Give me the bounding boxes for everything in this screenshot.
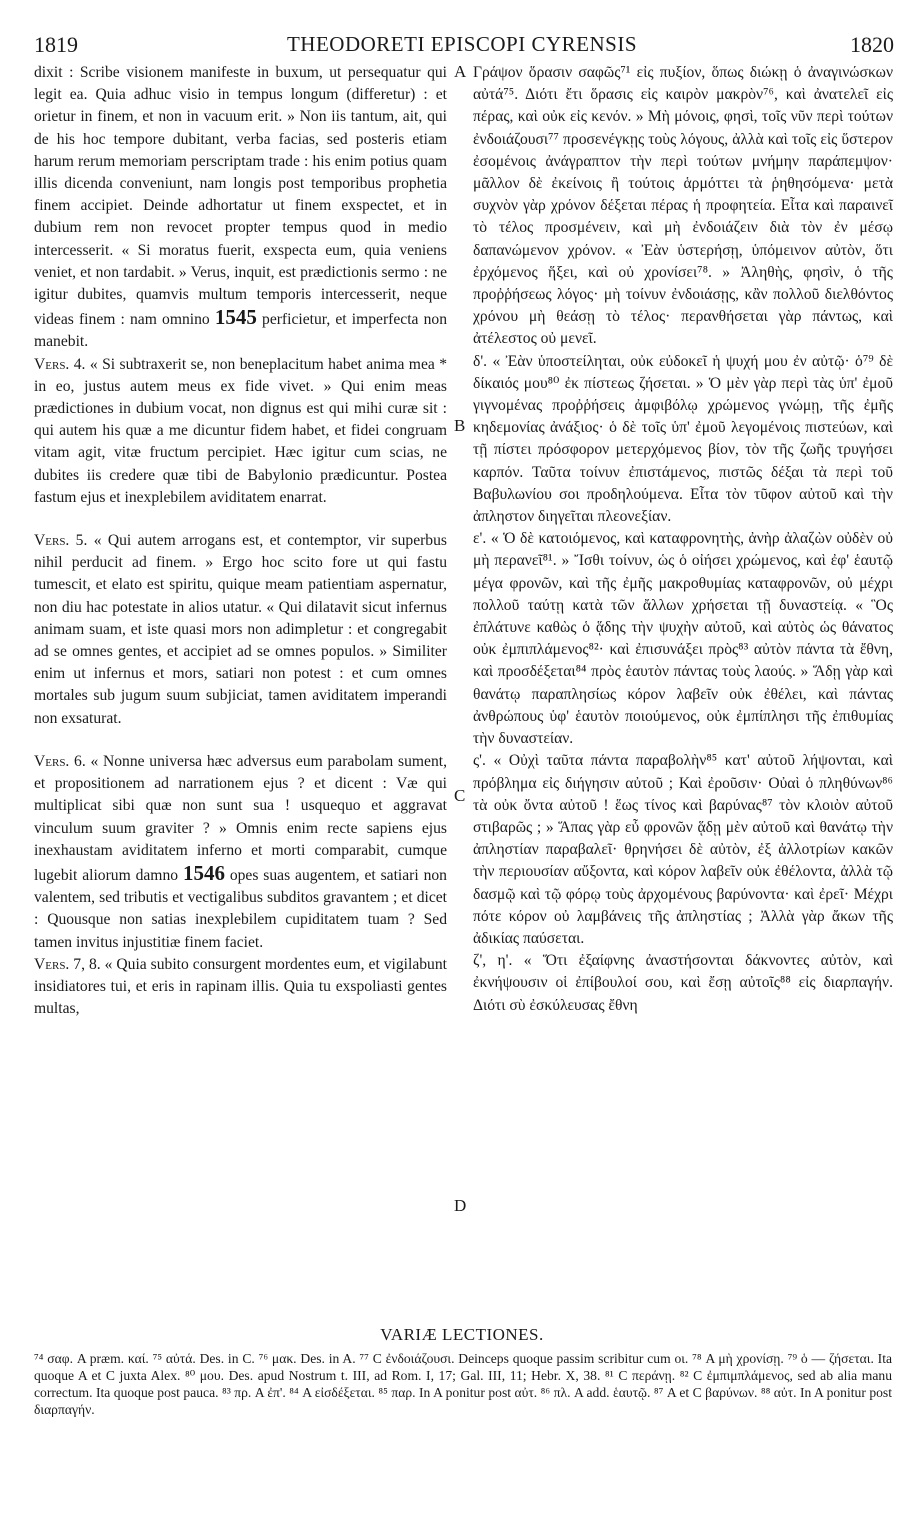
page-number-right: 1820 [850, 32, 894, 57]
margin-letter-d: D [454, 1196, 467, 1215]
verse-label: ζ', η'. [473, 952, 513, 970]
margin-letter-b: B [454, 416, 466, 435]
latin-paragraph [34, 354, 447, 509]
variae-lectiones-heading: VARIÆ LECTIONES. [380, 1325, 544, 1344]
verse-label: Vers. 6. [34, 752, 86, 770]
latin-paragraph [34, 62, 447, 354]
latin-text: dixit : Scribe visionem manifeste in buxum, ut persequatur qui legit ea. Quia adhuc visio in tempus longum (differetur) : et orietur in finem, et non in vacuum erit. » Non iis tantum, ait, qui de his hoc tempore dubitant, verba facias, sed posteris etiam harum rerum memoriam perscriptam trade : his enim potius quam illis dicenda conveniunt, nam longis post temporibus prophetia finem accipiet. Deinde adhortatur ut finem exspectet, et in dubium rem non revocet propter tempus quod in medio intercesserit. « Si moratus fuerit, exspecta eum, quia veniens veniet, et non tardabit. » Verus, inquit, est prædictionis sermo : ne igitur dubites, quamvis multum temporis intercesserit, neque videas finem : nam omnino [34, 64, 447, 329]
latin-paragraph [34, 954, 447, 1021]
greek-text: Γράψον ὅρασιν σαφῶς⁷¹ εἰς πυξίον, ὅπως διώκῃ ὁ ἀναγινώσκων αὐτά⁷⁵. Διότι ἔτι ὅρασις εἰς καιρὸν μακρὸν⁷⁶, καὶ ἀνατελεῖ εἰς πέρας, καὶ οὐκ εἰς κενόν. » Μὴ μόνοις, φησὶ, τοῖς νῦν περὶ τούτων ἐνδοιάζουσι⁷⁷ προσενέγκῃς τοὺς λόγους, ἀλλὰ καὶ τοῖς εἰς ὕστερον ἐσομένοις ἀνάγραπτον τὴν περὶ τούτων μνήμην παράπεμψον· μᾶλλον δὲ ἐκείνοις ἢ τούτοις ἁρμόττει τὰ ῥηθησόμενα· μετὰ συχνὸν γὰρ χρόνον δέξεται πέρας ἡ προφητεία. Εἶτα καὶ παραινεῖ τὸ τέλος προσμένειν, καὶ μὴ ἐνδοιάζειν διὰ τὸν ἐν μέσῳ δαπανώμενον χρόνον. « Ἐὰν ὑστερήσῃ, ὑπόμεινον αὐτὸν, ὅτι ἐρχόμενος ἥξει, καὶ οὐ χρονίσει⁷⁸. » Ἀληθὴς, φησὶν, ὁ τῆς προῤῥήσεως λόγος· μὴ τοίνυν ἐνδοιάσῃς, κἂν πολλοῦ διελθόντος χρόνου μὴ θεάσῃ τὸ τέλος· περανθήσεται γὰρ πάντως, καὶ ἀτέλεστος οὐ μενεῖ. [473, 64, 893, 348]
greek-text: « Ὅτι ἐξαίφνης ἀναστήσονται δάκνοντες αὐτὸν, καὶ ἐκνήψουσιν οἱ ἐπίβουλοί σου, καὶ ἔσῃ αὐτοῖς⁸⁸ εἰς διαρπαγήν. Διότι σὺ ἐσκύλευσας ἔθνη [473, 952, 894, 1014]
running-title: THEODORETI EPISCOPI CYRENSIS [286, 32, 638, 56]
greek-column [473, 62, 893, 1017]
greek-text: « Ἐὰν ὑποστείληται, οὐκ εὐδοκεῖ ἡ ψυχή μου ἐν αὐτῷ· ὁ⁷⁹ δὲ δίκαιός μου⁸⁰ ἐκ πίστεως ζήσεται. » Ὁ μὲν γὰρ περὶ τὰς ὑπ' ἐμοῦ γιγνομένας προῤῥήσεις ἀμφιβόλῳ χρώμενος γνώμῃ, τῆς ἐμῆς κηδεμονίας ἀνάξιος· ὁ δὲ τοῖς ὑπ' ἐμοῦ λεγομένοις πιστεύων, καὶ τῇ πίστει πρόσφορον μετερχόμενος βίον, τὸν τῆς ζωῆς τρυγήσει καρπόν. Ταῦτα τοίνυν ἐπιστάμενος, πιστῶς δέξαι τὰ περὶ τοῦ Βαβυλωνίου σοι προδηλούμενα. Εἶτα τὸν τῦφον αὐτοῦ καὶ τὴν ἀπληστον διηγεῖται πλεονεξίαν. [473, 352, 893, 526]
greek-paragraph [473, 750, 893, 950]
verse-label: Vers. 7, 8. [34, 955, 101, 973]
greek-paragraph [473, 62, 893, 351]
greek-text: « Οὐχὶ ταῦτα πάντα παραβολὴν⁸⁵ κατ' αὐτοῦ λήψονται, καὶ πρόβλημα εἰς διήγησιν αὐτοῦ ; Καὶ ἐροῦσιν· Οὐαὶ ὁ πληθύνων⁸⁶ τὰ οὐκ ὄντα αὐτοῦ ! ἕως τίνος καὶ βαρύνας⁸⁷ τὸν κλοιὸν αὐτοῦ στιβαρῶς ; » Ἅπας γὰρ εὖ φρονῶν ᾅδῃ μὲν αὐτοῦ καὶ θανάτῳ τὴν ἀπληστίαν παραβαλεῖ· θρηνήσει δὲ αὐτὸν, ἐξ ἀλλοτρίων κακῶν τὴν περιουσίαν αὔξοντα, καὶ κόρον λαβεῖν οὐκ ἐθέλοντα, ἀλλὰ τῷ δασμῷ καὶ τῷ φόρῳ τοὺς ἀρχομένους βαρύνοντα· καὶ ἐρεῖ· Μέχρι πότε κόρον οὐ λαμβάνεις τῆς ἀπληστίας ; Ἀλλὰ γὰρ ἄκων τῆς ἀδικίας παύσεται. [473, 752, 893, 947]
column-number: 1545 [214, 305, 257, 330]
verse-label: Vers. 5. [34, 532, 88, 550]
verse-label: Vers. 4. [34, 355, 86, 373]
latin-paragraph [34, 530, 447, 730]
verse-label: ς'. [473, 752, 486, 770]
latin-text: « Nonne universa hæc adversus eum parabolam sument, et propositionem ad narrationem ejus ? et dicent : Væ qui multiplicat sibi quæ non sunt sua ! usquequo et aggravat vinculum suum graviter ? » Omnis enim recte sapiens ejus inexhaustam aviditatem inferno et morti comparabit, cumque lugebit aliorum damno [34, 752, 447, 884]
margin-letter-c: C [454, 786, 466, 805]
latin-text: « Si subtraxerit se, non beneplacitum habet anima mea * in eo, justus autem meus ex fide vivet. » Qui enim meas prædictiones in dubium vocat, non dignus est qui mihi curæ sit : qui autem his quæ a me dicuntur fidem habet, et fidei congruam vitam agit, vitæ fructum percipiet. Hæc igitur cum scias, ne dubites iis credere quæ tibi de Babylonio prædicuntur. Postea fastum ejus et inexplebilem aviditatem enarrat. [34, 355, 447, 506]
margin-letter-a: A [454, 62, 467, 81]
latin-text: perficietur, et imperfecta non manebit. [34, 311, 448, 351]
verse-label: δ'. [473, 352, 488, 370]
latin-column [34, 62, 447, 1020]
latin-text: « Qui autem arrogans est, et contemptor, vir superbus nihil perducit ad finem. » Ergo hoc scito fore ut qui fastu tumescit, et elato est spiritu, quique meam patientiam aspernatur, non diu hac potestate in alios utatur. « Qui dilatavit sicut infernus animam suam, et iste quasi mors non adimpletur : et congregabit ad se omnes gentes, et accipiet ad se omnes populos. » Similiter enim ut infernus et mors, satiari non potest : et cum omnes mortales sub jugum suum subjiciat, tamen aviditatem imperandi non exsaturat. [34, 532, 447, 727]
latin-text: « Quia subito consurgent mordentes eum, et vigilabunt insidiatores tui, et eris in rapinam illis. Quia tu exspoliasti gentes multas, [34, 955, 447, 1018]
greek-text: « Ὁ δὲ κατοιόμενος, καὶ καταφρονητὴς, ἀνὴρ ἀλαζὼν οὐδὲν οὐ μὴ περανεῖ⁸¹. » Ἴσθι τοίνυν, ὡς ὁ οἰήσει χρώμενος, καὶ ἐφ' ἑαυτῷ μέγα φρονῶν, καὶ τῆς ἐμῆς μακροθυμίας καταφρονῶν, οὐ μέχρι πολλοῦ ταύτῃ κατὰ τῶν ἄλλων χρήσεται τῇ δυναστείᾳ. « Ὃς ἐπλάτυνε καθὼς ὁ ᾅδης τὴν ψυχὴν αὐτοῦ, καὶ αὐτὸς ὡς θάνατος οὐκ ἐμπιπλάμενος⁸²· καὶ ἐπισυνάξει πρὸς⁸³ αὐτὸν πάντα τὰ ἔθνη, καὶ προσδέξεται⁸⁴ πρὸς ἑαυτὸν πάντας τοὺς λαούς. » Ἅδῃ γὰρ καὶ θανάτῳ παραπλησίως κόρον λαβεῖν οὐκ ἐθέλει, καὶ πάντας ἀνθρώπους ὑφ' ἑαυτὸν ποιούμενος, οὐκ ἐμπίπλησι τῆς ἐπιθυμίας τὴν δυναστείαν. [473, 530, 893, 748]
page-number-left: 1819 [34, 32, 78, 57]
column-number: 1546 [182, 860, 225, 885]
greek-paragraph [473, 351, 893, 529]
latin-text: opes suas augentem, et satiari non valentem, sed tributis et vectigalibus subditos gravantem ; et dicet : Quousque non satias inexplebilem cupiditatem tuam ? Sed tamen invitus injustitiæ finem faciet. [34, 866, 447, 951]
variae-lectiones-notes: ⁷⁴ σαφ. A præm. καί. ⁷⁵ αὐτά. Des. in C. ⁷⁶ μακ. Des. in A. ⁷⁷ C ἐνδοιάζουσι. Deinceps quoque passim scribitur cum οι. ⁷⁸ A μὴ χρονίσῃ. ⁷⁹ ὁ — ζήσεται. Ita quoque A et C juxta Alex. ⁸⁰ μου. Des. apud Nostrum t. III, ad Rom. I, 17; Gal. III, 11; Hebr. X, 38. ⁸¹ C περάνῃ. ⁸² C ἐμπιμπλάμενος, sed ab alia manu correctum. Ita quoque post pauca. ⁸³ πρ. A ἐπ'. ⁸⁴ A εἰσδέξεται. ⁸⁵ παρ. In A ponitur post αὐτ. ⁸⁶ πλ. A add. ἑαυτῷ. ⁸⁷ A et C βαρύνων. ⁸⁸ αὐτ. In A ponitur post διαρπαγήν. [34, 1351, 892, 1417]
greek-paragraph [473, 528, 893, 750]
greek-paragraph [473, 950, 893, 1017]
verse-label: ε'. [473, 530, 487, 548]
latin-paragraph [34, 751, 447, 954]
